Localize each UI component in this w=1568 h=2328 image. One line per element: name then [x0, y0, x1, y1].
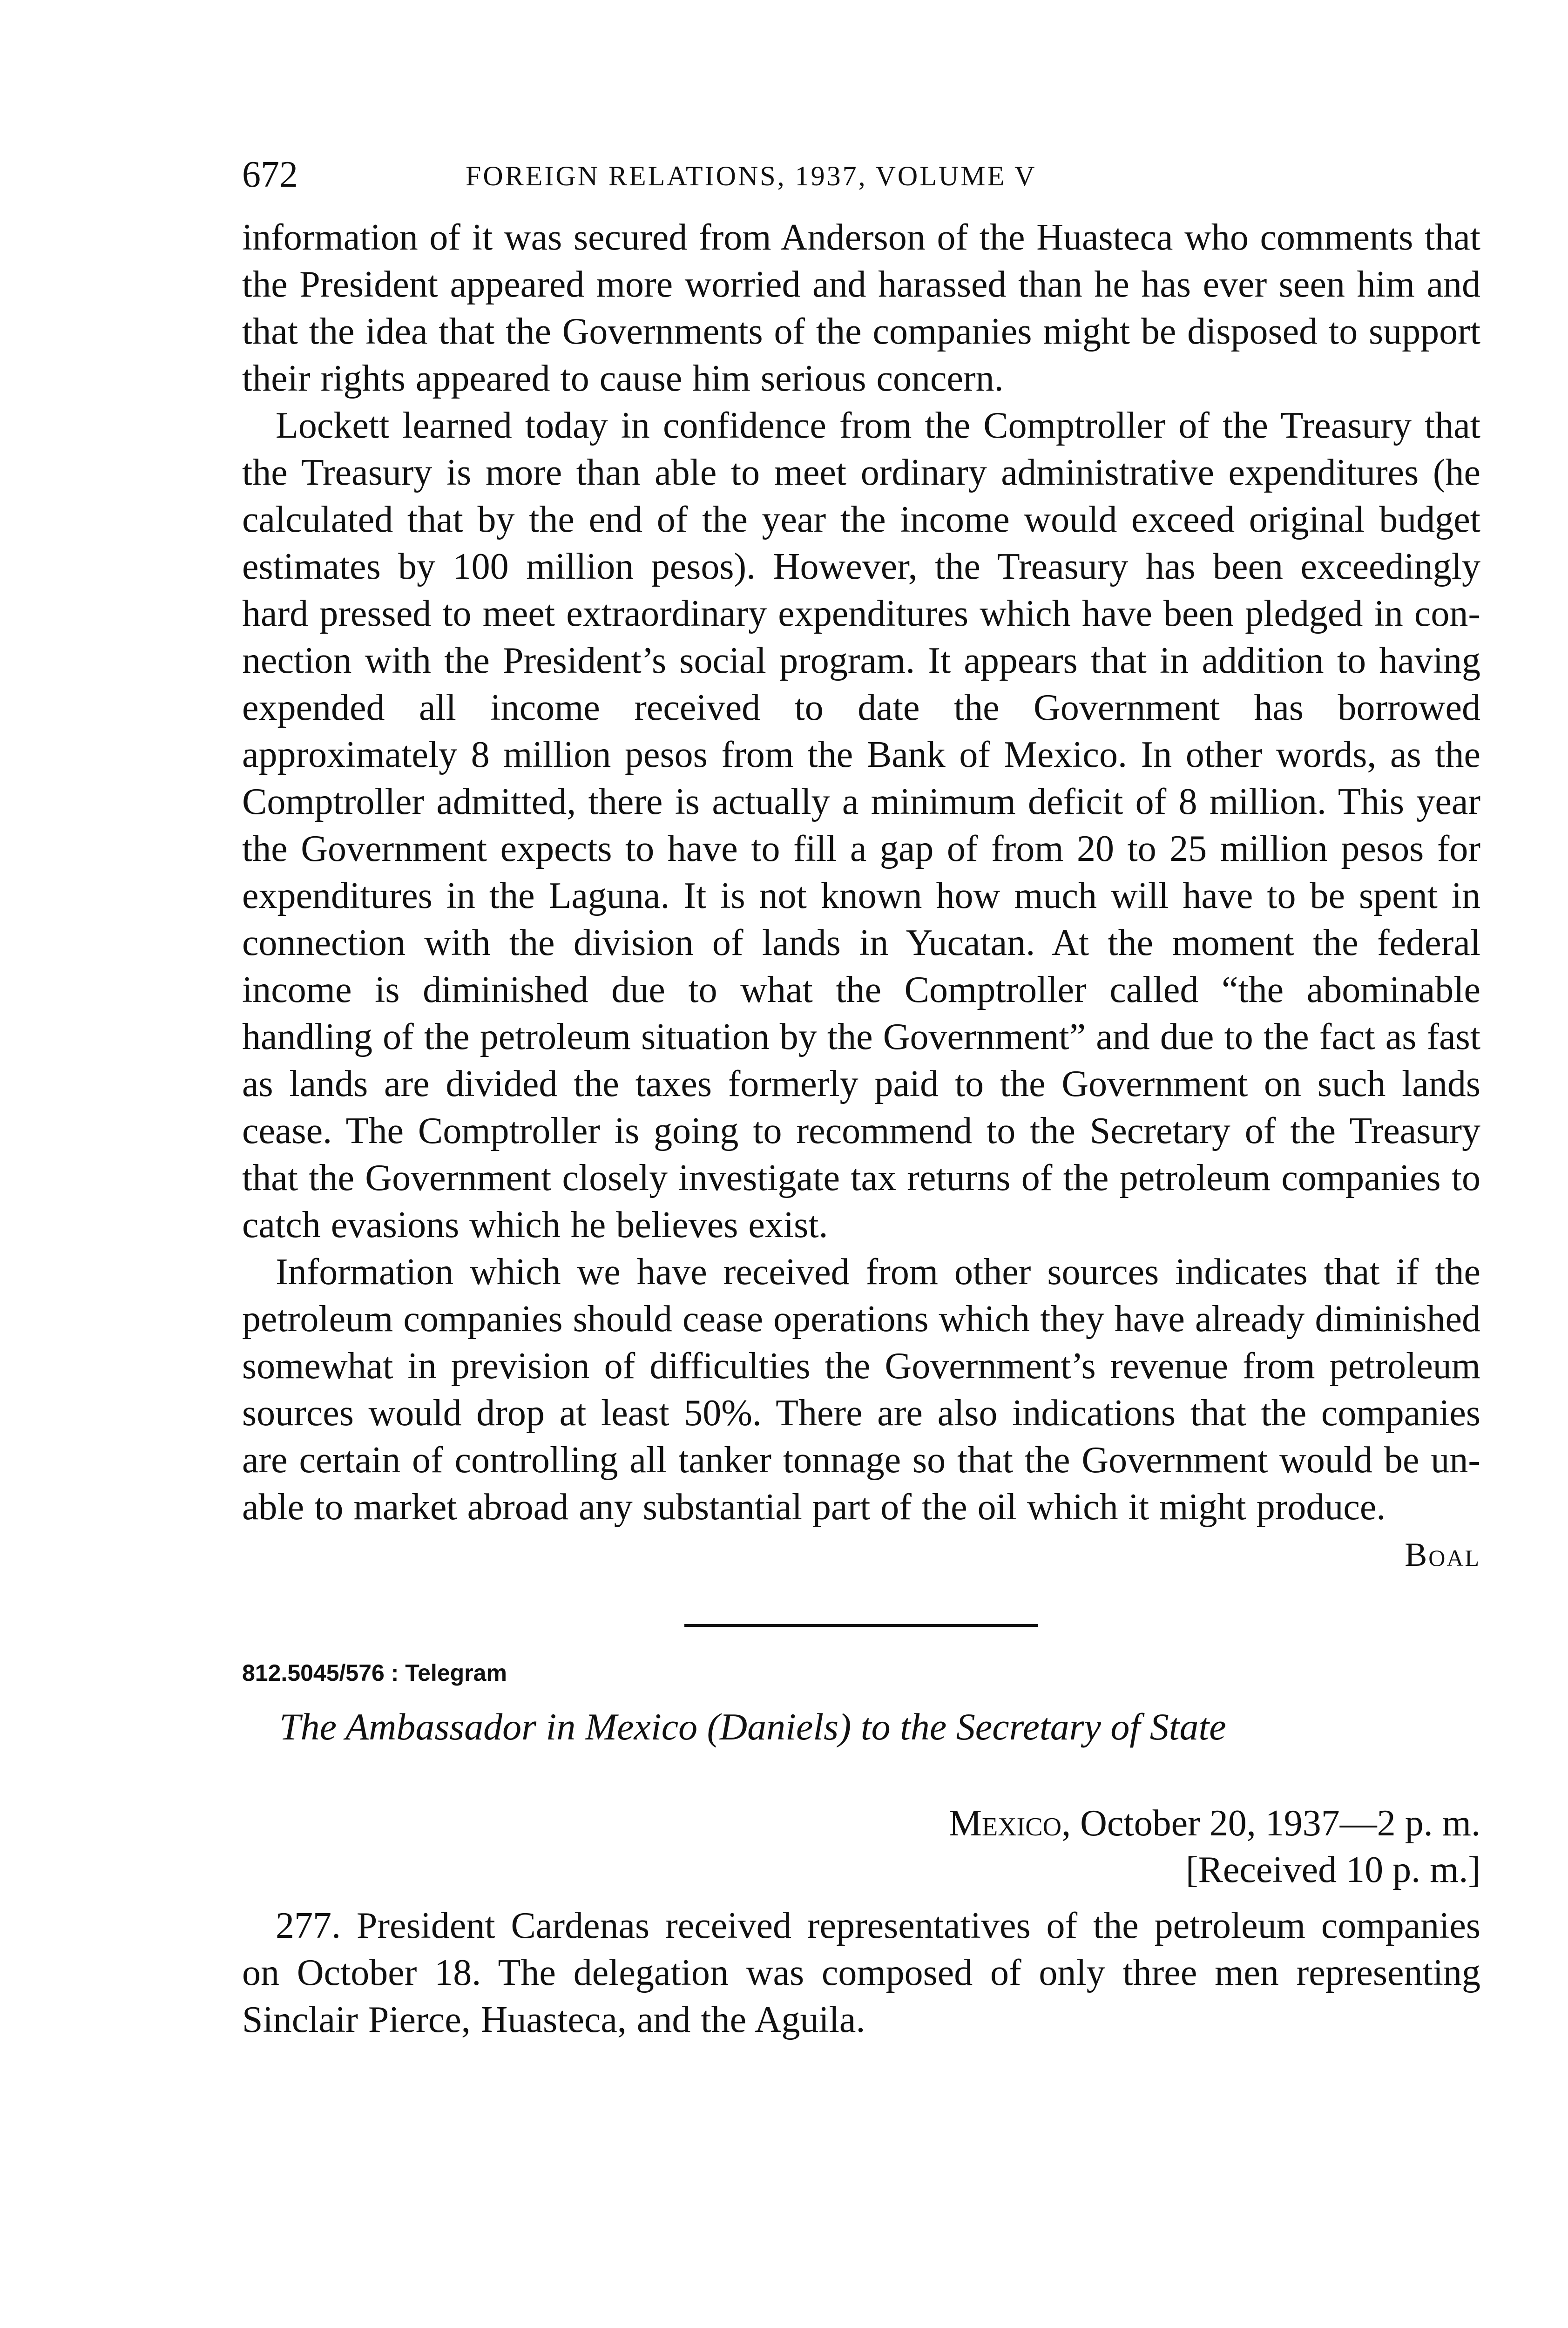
running-title: FOREIGN RELATIONS, 1937, VOLUME V	[466, 161, 1037, 191]
received-note: [Received 10 p. m.]	[1185, 1849, 1480, 1890]
dateline-place: Mexico	[948, 1803, 1062, 1844]
paragraph-telegram-277: 277. President Cardenas received representatives of the petroleum companies on October 18. The delegation was composed of only three men representing Sinclair Pierce, Huasteca, and the Aguila.	[242, 1905, 1480, 2040]
signature-boal: Boal	[1405, 1536, 1480, 1573]
paragraph-continuation: information of it was secured from Anderson of the Huasteca who comments that the President appeared more worried and harassed than he has ever seen him and that the idea that the Governments of the companies might be disposed to support their rights appeared to cause him serious concern.	[242, 217, 1480, 399]
section-divider	[684, 1624, 1038, 1627]
paragraph-comptroller: Lockett learned today in confidence from the Comptroller of the Treasury that the Treasury is more than able to meet ordinary administrative expenditures (he calculated that by the end of the year the income would exceed original budget estimates by 100 million pesos). However, the Treasury has been exceedingly hard pressed to meet extraordinary expenditures which have been pledged in connection with the President’s social program. It appears that in addition to having expended all income received to date the Government has borrowed approximately 8 million pesos from the Bank of Mexico. In other words, as the Comptroller admitted, there is actually a minimum deficit of 8 million. This year the Government expects to have to fill a gap of from 20 to 25 million pesos for expenditures in the Laguna. It is not known how much will have to be spent in connection with the division of lands in Yucatan. At the moment the federal income is diminished due to what the Comptroller called “the abominable handling of the petroleum situation by the Government” and due to the fact as fast as lands are divided the taxes formerly paid to the Government on such lands cease. The Comptroller is going to recommend to the Secretary of the Treasury that the Government closely investigate tax returns of the petroleum companies to catch evasions which he believes exist.	[242, 405, 1480, 1245]
document-title: The Ambassador in Mexico (Daniels) to the Secretary of State	[279, 1705, 1226, 1748]
running-head	[242, 154, 1480, 214]
page-number: 672	[242, 154, 298, 195]
paragraph-information: Information which we have received from other sources indicates that if the petroleum companies should cease operations which they have already diminished somewhat in prevision of difficulties the Government’s revenue from petroleum sources would drop at least 50%. There are also indications that the companies are certain of controlling all tanker tonnage so that the Government would be unable to market abroad any substantial part of the oil which it might produce.	[242, 1252, 1480, 1528]
file-number: 812.5045/576 : Telegram	[242, 1660, 507, 1686]
dateline-date: , October 20, 1937—2 p. m.	[1061, 1803, 1480, 1844]
document-page	[242, 154, 1480, 2044]
dateline	[242, 1800, 1480, 1847]
